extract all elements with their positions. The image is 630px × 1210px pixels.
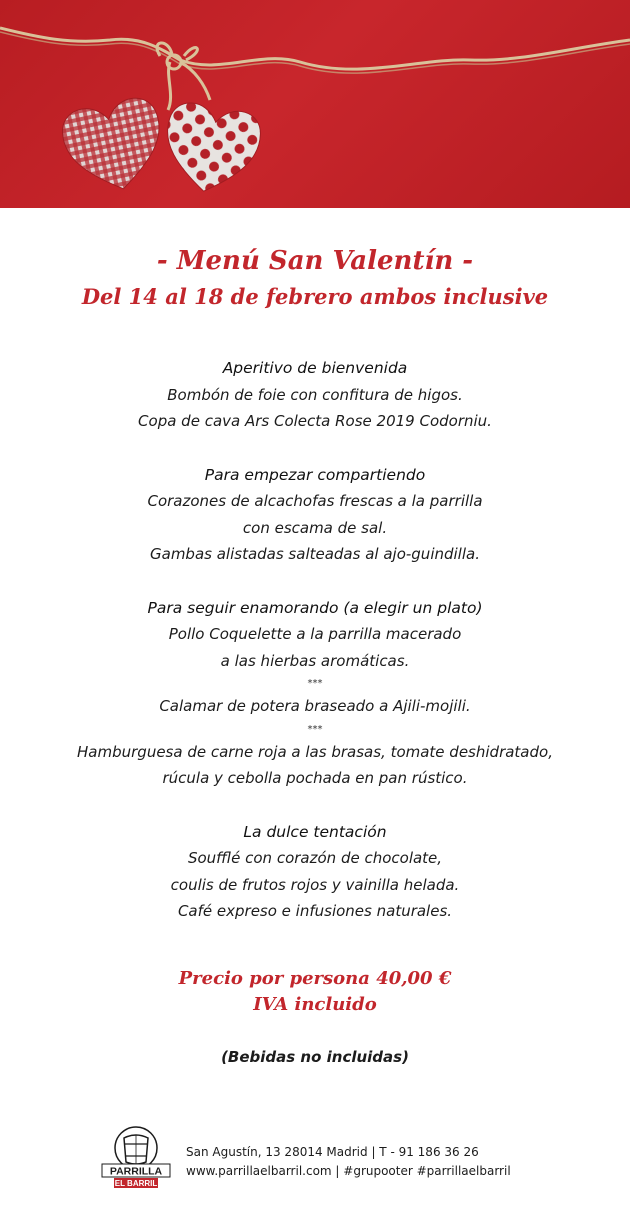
section-dulce-tentacion [0, 819, 630, 925]
twine [0, 28, 630, 69]
footer-address: San Agustín, 13 28014 Madrid | T - 91 186 36 26 [186, 1145, 479, 1159]
section-heading: Aperitivo de bienvenida [222, 359, 408, 377]
polka-dot-heart-icon [158, 99, 264, 199]
separator: *** [307, 723, 323, 735]
menu-item: Soufflé con corazón de chocolate, [187, 849, 443, 867]
menu-dates: Del 14 al 18 de febrero ambos inclusive [81, 284, 549, 309]
section-para-seguir [0, 595, 630, 792]
separator: *** [307, 678, 323, 689]
section-aperitivo [0, 355, 630, 435]
menu-item: Café expreso e infusiones naturales. [177, 902, 453, 920]
footer-contact [186, 1143, 511, 1181]
section-para-empezar [0, 462, 630, 568]
section-heading: Para empezar compartiendo [204, 465, 426, 484]
menu-item: coulis de frutos rojos y vainilla helada. [170, 875, 460, 894]
menu-item: rúcula y cebolla pochada en pan rústico. [162, 769, 468, 787]
menu-item: Copa de cava Ars Colecta Rose 2019 Codorniu. [138, 412, 492, 430]
price-block [0, 966, 630, 1018]
section-heading: Para seguir enamorando (a elegir un plato) [147, 598, 483, 617]
gingham-heart-icon [58, 94, 171, 199]
section-heading: La dulce tentación [243, 822, 387, 841]
logo-text-parrilla: PARRILLA [109, 1165, 163, 1178]
vat-included: IVA incluido [253, 994, 377, 1015]
menu-item: Bombón de foie con confitura de higos. [167, 385, 463, 404]
hero-banner [0, 0, 630, 208]
menu-body [0, 355, 630, 925]
menu-item: Pollo Coquelette a la parrilla macerado [168, 625, 462, 643]
menu-item: a las hierbas aromáticas. [220, 651, 410, 670]
menu-item: Corazones de alcachofas frescas a la parrilla [147, 492, 483, 510]
menu-item: Hamburguesa de carne roja a las brasas, tomate deshidratado, [77, 742, 553, 761]
menu-item: con escama de sal. [242, 518, 388, 537]
menu-item: Calamar de potera braseado a Ajili-mojili. [159, 697, 471, 715]
parrilla-el-barril-logo [100, 1124, 172, 1190]
drinks-note: (Bebidas no incluidas) [221, 1048, 409, 1066]
menu-title: - Menú San Valentín - [156, 246, 474, 276]
price-per-person: Precio por persona 40,00 € [178, 968, 452, 989]
hearts-illustration [0, 0, 630, 208]
logo-text-el-barril: EL BARRIL [114, 1179, 158, 1188]
menu-item: Gambas alistadas salteadas al ajo-guindilla. [150, 545, 480, 563]
footer-web: www.parrillaelbarril.com | #grupooter #parrillaelbarril [186, 1164, 511, 1178]
